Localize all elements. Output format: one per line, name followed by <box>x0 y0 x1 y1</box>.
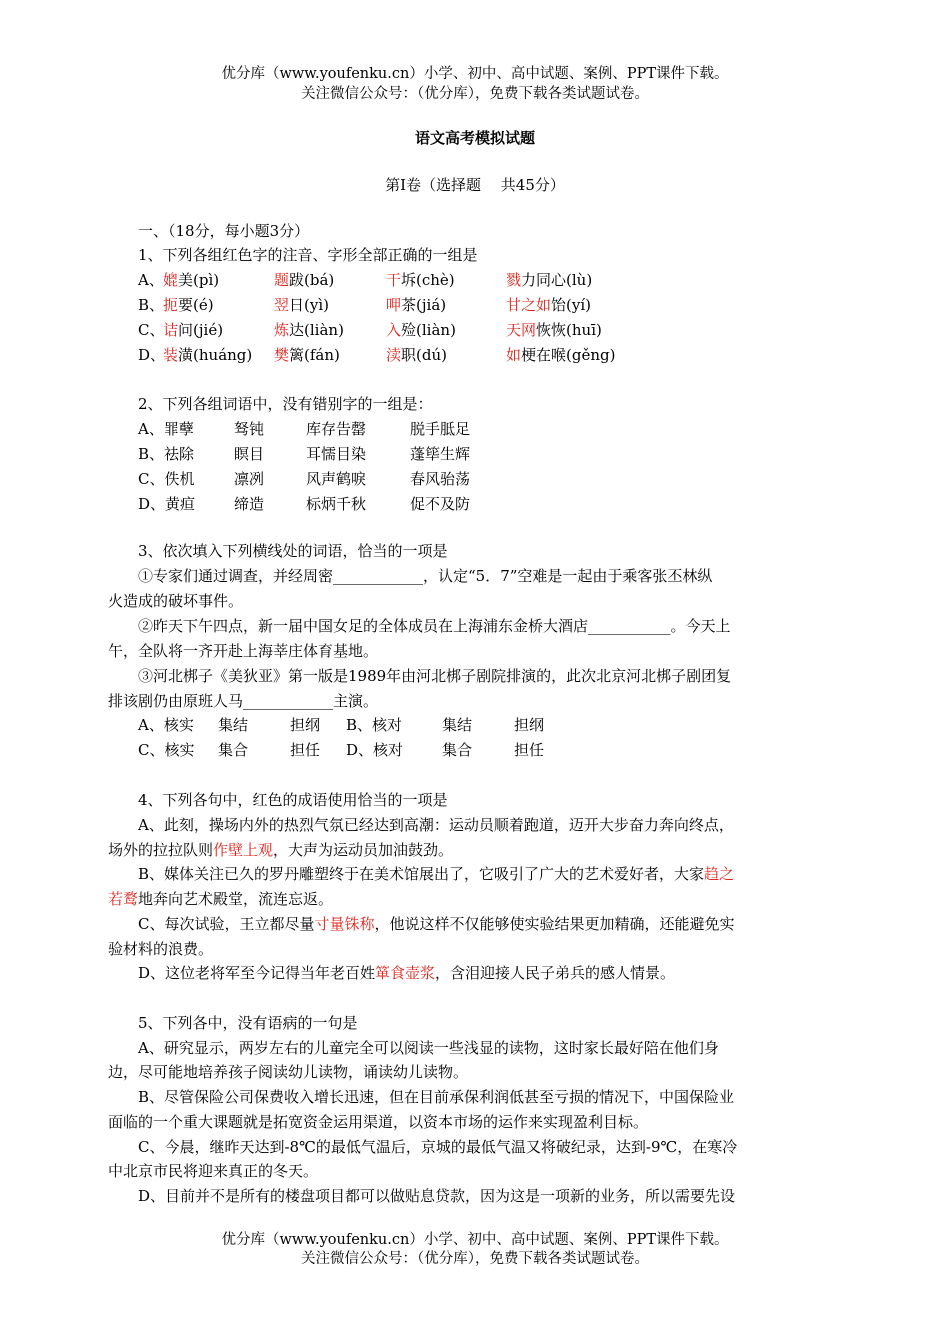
section-heading: 一、（18分，每小题3分） <box>138 222 310 240</box>
q1-row4-cell1 <box>138 345 165 365</box>
q1-row3-cell1 <box>138 320 164 340</box>
q4-b-idiom-part1: 趋之 <box>704 865 735 883</box>
q1-row2-cell1 <box>138 295 164 315</box>
q1-row2-cell2 <box>163 295 214 315</box>
q2-row4-word4: 促不及防 <box>410 495 471 513</box>
q5-option-c-line2: 中北京市民将迎来真正的冬天。 <box>108 1162 319 1180</box>
q4-option-b-line1 <box>138 864 803 884</box>
q3-option-row1-cell5: 集结 <box>442 716 473 734</box>
pinyin-text: 力同心(lù) <box>521 271 593 289</box>
q2-row3-word3: 风声鹤唳 <box>306 470 367 488</box>
q1-row1-cell1 <box>138 270 164 290</box>
q4-option-a-line1: A、此刻，操场内外的热烈气氛已经达到高潮：运动员顺着跑道，迈开大步奋力奔向终点， <box>138 816 734 834</box>
q2-row4-word2: 缔造 <box>234 495 265 513</box>
q4-b-text-pre: B、媒体关注已久的罗丹雕塑终于在美术馆展出了，它吸引了广大的艺术爱好者，大家 <box>138 865 705 883</box>
q3-option-row1-cell1: A、核实 <box>138 716 194 734</box>
q1-row1-cell3 <box>274 270 334 290</box>
q2-row2-word4: 蓬筚生辉 <box>410 445 471 463</box>
q1-stem: 1、下列各组红色字的注音、字形全部正确的一组是 <box>138 246 478 264</box>
pinyin-text: 达(liàn) <box>289 321 344 339</box>
red-char: 樊 <box>274 346 290 364</box>
q1-row1-cell2 <box>163 270 219 290</box>
red-char: 渎 <box>386 346 402 364</box>
q4-a-text-pre: 场外的拉拉队则 <box>108 841 214 859</box>
q3-option-row2-cell4: D、核对 <box>346 741 404 759</box>
option-letter: A、 <box>138 271 164 289</box>
q1-row3-cell5 <box>506 320 602 340</box>
red-char: 炼 <box>274 321 290 339</box>
q4-option-c-line1 <box>138 914 803 934</box>
q4-option-b-line2 <box>108 889 773 909</box>
q4-a-idiom: 作壁上观 <box>213 841 274 859</box>
q4-option-d <box>138 963 803 983</box>
q3-para-2b: 午，全队将一齐开赴上海莘庄体育基地。 <box>108 642 379 660</box>
red-char: 干 <box>386 271 402 289</box>
q4-d-text-pre: D、这位老将军至今记得当年老百姓 <box>138 964 376 982</box>
red-char: 翌 <box>274 296 290 314</box>
red-char: 入 <box>386 321 402 339</box>
q1-row2-cell4 <box>386 295 446 315</box>
q2-row3-word4: 春风骀荡 <box>410 470 471 488</box>
q1-row4-cell3 <box>274 345 340 365</box>
red-char: 扼 <box>163 296 179 314</box>
red-char: 呷 <box>386 296 402 314</box>
q2-row1-word4: 脱手胝足 <box>410 420 471 438</box>
q2-row3-word1: C、佚机 <box>138 470 195 488</box>
q3-option-row2-cell3: 担任 <box>290 741 321 759</box>
q1-row3-cell2 <box>163 320 223 340</box>
page-title: 语文高考模拟试题 <box>414 129 535 147</box>
q3-option-row2-cell2: 集合 <box>218 741 249 759</box>
pinyin-text: 职(dú) <box>401 346 447 364</box>
option-letter: C、 <box>138 321 165 339</box>
q2-row3-word2: 凛冽 <box>234 470 265 488</box>
pinyin-text: 美(pì) <box>178 271 220 289</box>
footer-line-1: 优分库（www.youfenku.cn）小学、初中、高中试题、案例、PPT课件下载。 <box>221 1232 729 1248</box>
q3-option-row1-cell4: B、核对 <box>346 716 403 734</box>
pinyin-text: 日(yì) <box>289 296 329 314</box>
red-char: 媲 <box>163 271 179 289</box>
q5-option-a-line1: A、研究显示，两岁左右的儿童完全可以阅读一些浅显的读物，这时家长最好陪在他们身 <box>138 1039 719 1057</box>
q1-row3-cell3 <box>274 320 344 340</box>
q3-para-3a: ③河北梆子《美狄亚》第一版是1989年由河北梆子剧院排演的，此次北京河北梆子剧团复 <box>138 667 732 685</box>
q3-stem: 3、依次填入下列横线处的词语，恰当的一项是 <box>138 542 448 560</box>
pinyin-text: 问(jié) <box>178 321 224 339</box>
pinyin-text: 潢(huáng) <box>178 346 253 364</box>
q2-row1-word3: 库存告罄 <box>306 420 367 438</box>
q5-stem: 5、下列各中，没有语病的一句是 <box>138 1014 358 1032</box>
pinyin-text: 梗在喉(gěng) <box>521 346 616 364</box>
red-char: 戮 <box>506 271 522 289</box>
q1-row1-cell4 <box>386 270 455 290</box>
q3-option-row2-cell5: 集合 <box>442 741 473 759</box>
option-letter: B、 <box>138 296 165 314</box>
q2-row2-word3: 耳懦目染 <box>306 445 367 463</box>
header-line-2: 关注微信公众号：（优分库），免费下载各类试题试卷。 <box>301 86 649 102</box>
q4-c-text-pre: C、每次试验，王立都尽量 <box>138 915 315 933</box>
q4-c-text-post: ，他说这样不仅能够使实验结果更加精确，还能避免实 <box>374 915 735 933</box>
q5-option-d-line1: D、目前并不是所有的楼盘项目都可以做贴息贷款，因为这是一项新的业务，所以需要先设 <box>138 1187 736 1205</box>
q3-option-row2-cell6: 担任 <box>514 741 545 759</box>
option-letter: D、 <box>138 346 166 364</box>
pinyin-text: 篱(fán) <box>289 346 340 364</box>
q4-c-idiom: 寸量铢称 <box>314 915 375 933</box>
q1-row2-cell5 <box>506 295 591 315</box>
red-char: 天网 <box>506 321 537 339</box>
pinyin-text: 饴(yí) <box>551 296 591 314</box>
q2-row1-word2: 驽钝 <box>234 420 265 438</box>
q5-option-a-line2: 边，尽可能地培养孩子阅读幼儿读物，诵读幼儿读物。 <box>108 1063 469 1081</box>
q3-para-1b: 火造成的破坏事件。 <box>108 592 244 610</box>
pinyin-text: 坼(chè) <box>401 271 455 289</box>
q3-option-row2-cell1: C、核实 <box>138 741 195 759</box>
q4-option-a-line2 <box>108 840 773 860</box>
q1-row4-cell5 <box>506 345 615 365</box>
q5-option-b-line2: 面临的一个重大课题就是拓宽资金运用渠道，以资本市场的运作来实现盈利目标。 <box>108 1113 649 1131</box>
pinyin-text: 要(é) <box>178 296 214 314</box>
pinyin-text: 跋(bá) <box>289 271 335 289</box>
q3-para-3b: 排该剧仍由原班人马____________主演。 <box>108 692 379 710</box>
header-line-1: 优分库（www.youfenku.cn）小学、初中、高中试题、案例、PPT课件下载。 <box>221 66 729 82</box>
red-char: 题 <box>274 271 290 289</box>
q2-row1-word1: A、罪孽 <box>138 420 194 438</box>
q1-row4-cell2 <box>163 345 252 365</box>
red-char: 甘之如 <box>506 296 552 314</box>
q3-para-1a: ①专家们通过调查，并经周密____________，认定“5．7”空难是一起由于乘客张丕林纵 <box>138 567 713 585</box>
q1-row1-cell5 <box>506 270 592 290</box>
q4-stem: 4、下列各句中，红色的成语使用恰当的一项是 <box>138 791 448 809</box>
q2-row2-word1: B、祛除 <box>138 445 195 463</box>
q1-row4-cell4 <box>386 345 447 365</box>
q5-option-b-line1: B、尽管保险公司保费收入增长迅速，但在目前承保利润低甚至亏损的情况下，中国保险业 <box>138 1088 735 1106</box>
q4-d-idiom: 箪食壶浆 <box>375 964 436 982</box>
pinyin-text: 茶(jiá) <box>401 296 447 314</box>
paper-subtitle: 第Ⅰ卷（选择题 共45分） <box>385 176 565 194</box>
q1-row2-cell3 <box>274 295 329 315</box>
q3-option-row1-cell6: 担纲 <box>514 716 545 734</box>
q3-option-row1-cell3: 担纲 <box>290 716 321 734</box>
q4-d-text-post: ，含泪迎接人民子弟兵的感人情景。 <box>435 964 676 982</box>
q3-para-2a: ②昨天下午四点，新一届中国女足的全体成员在上海浦东金桥大酒店___________。今天上 <box>138 617 731 635</box>
pinyin-text: 殓(liàn) <box>401 321 456 339</box>
q4-b-idiom-part2: 若鹜 <box>108 890 139 908</box>
q3-option-row1-cell2: 集结 <box>218 716 249 734</box>
pinyin-text: 恢恢(huī) <box>536 321 602 339</box>
q4-a-text-post: ，大声为运动员加油鼓劲。 <box>273 841 454 859</box>
footer-line-2: 关注微信公众号：（优分库），免费下载各类试题试卷。 <box>301 1251 649 1267</box>
q1-row3-cell4 <box>386 320 456 340</box>
red-char: 如 <box>506 346 522 364</box>
red-char: 装 <box>163 346 179 364</box>
q4-b-text-post: 地奔向艺术殿堂，流连忘返。 <box>138 890 334 908</box>
q5-option-c-line1: C、今晨，继昨天达到-8℃的最低气温后，京城的最低气温又将破纪录，达到-9℃，在寒冷 <box>138 1138 738 1156</box>
q2-row4-word1: D、黄疸 <box>138 495 196 513</box>
q4-option-c-line2: 验材料的浪费。 <box>108 940 214 958</box>
red-char: 诘 <box>163 321 179 339</box>
q2-row2-word2: 瞑目 <box>234 445 265 463</box>
q2-stem: 2、下列各组词语中，没有错别字的一组是： <box>138 395 433 413</box>
q2-row4-word3: 标炳千秋 <box>306 495 367 513</box>
